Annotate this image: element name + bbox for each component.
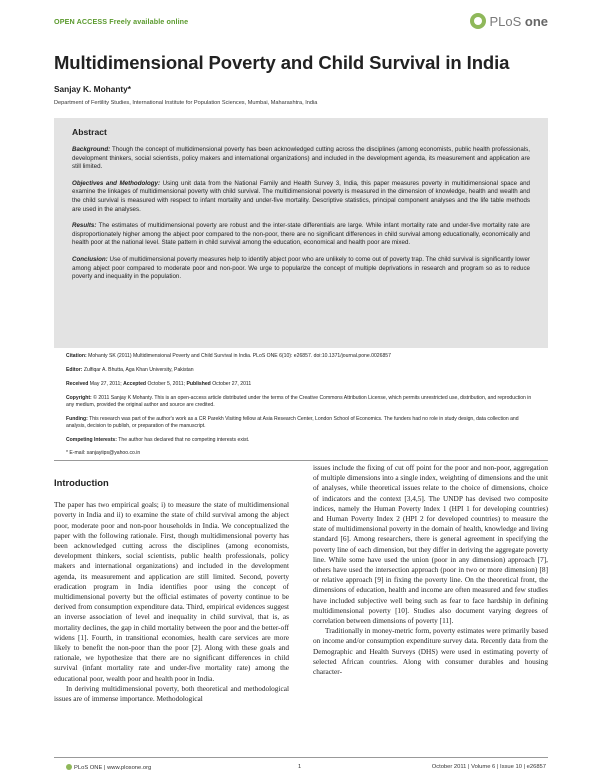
footer-journal-text: PLoS ONE | www.plosone.org [74, 765, 152, 771]
right-column [313, 463, 548, 677]
open-access-text: OPEN ACCESS Freely available online [54, 17, 189, 26]
left-column [54, 478, 289, 704]
journal-header [54, 14, 548, 36]
footer-issue: October 2011 | Volume 6 | Issue 10 | e26857 [431, 764, 546, 770]
introduction-heading: Introduction [54, 477, 109, 488]
footer-journal [66, 764, 151, 771]
abstract-results [72, 222, 530, 248]
abstract-conclusion-label: Conclusion: [72, 255, 108, 263]
accepted-label: Accepted [123, 381, 147, 387]
footer-divider [54, 757, 548, 758]
intro-paragraph-2: In deriving multidimensional poverty, both theoretical and methodological issues are of immense importance. Methodological [54, 683, 289, 704]
received-label: Received [66, 381, 89, 387]
editor-label: Editor: [66, 367, 83, 373]
right-paragraph-2: Traditionally in money-metric form, poverty estimates were primarily based on income and/or consumption expenditure survey data. Recently data from the Demographic and Health Surveys (DHS) were used in estimating poverty of selected African countries. Along with consumer durables and housing character- [313, 626, 548, 677]
plos-logo-icon [470, 13, 486, 29]
editor-line [66, 367, 536, 374]
copyright-line [66, 395, 536, 409]
abstract-objectives-label: Objectives and Methodology: [72, 179, 161, 187]
plos-footer-icon [66, 764, 72, 770]
abstract-heading: Abstract [72, 127, 107, 137]
dates-line [66, 381, 536, 388]
copyright-text: © 2011 Sanjay K Mohanty. This is an open-access article distributed under the terms of the Creative Commons Attribution License, which permits unrestricted use, distribution, and reproduction in any medium, provided the original author and source are credited. [66, 395, 532, 408]
email-line [66, 450, 536, 457]
author-affiliation: Department of Fertility Studies, International Institute for Population Sciences, Mumbai, Maharashtra, India [54, 100, 318, 106]
citation-line [66, 353, 536, 360]
plos-one-logo [470, 12, 548, 30]
logo-plos: PLoS [489, 13, 522, 29]
abstract-conclusion-text: Use of multidimensional poverty measures help to identify abject poor who are unlikely to come out of poverty trap. The child survival is significantly lower among abject poor compared to moderate poor and non-poor. We urge to popularize the concept of multiple deprivations in research and program so as to reduce poverty and inequality in the population. [72, 255, 530, 281]
page-number: 1 [298, 764, 302, 770]
copyright-label: Copyright: [66, 395, 92, 401]
abstract-background [72, 146, 530, 172]
abstract-body [72, 146, 530, 282]
intro-paragraph-1: The paper has two empirical goals; i) to measure the state of multidimensional poverty in India and ii) to examine the state of child survival among the abject poor, moderate poor and non-poor households in India. We conceptualized the paper with the following rationale. First, though multidimensional poverty has been acknowledged cutting across the disciplines (among economists, development thinkers, social scientists, public health professionals, policy makers and international organizations) and included in the development agenda, its measurement and application are still limited. Second, poverty eradication program in India identifies poor using the concept of multidimensional poverty but the official estimates of poverty continue to be derived from consumption expenditure data. Third, empirical evidences suggest an inverse association of level and inequality in child survival, that is, as mortality declines, the gap in child mortality between the poor and the better-off widens [1]. Fourth, in transitional economies, health care services are more likely to benefit the non-poor than the poor [2]. Along with these goals and rationale, we hypothesize that there are no significant differences in child survival (infant mortality rate and under-five mortality rate) among the educational poor, wealth poor and health poor in India. [54, 500, 289, 683]
abstract-conclusion [72, 256, 530, 282]
published-text: October 27, 2011 [210, 381, 252, 387]
logo-text [489, 14, 548, 29]
editor-text: Zulfiqar A. Bhutta, Aga Khan University, Pakistan [82, 367, 194, 373]
accepted-text: October 5, 2011; [146, 381, 187, 387]
citation-label: Citation: [66, 353, 87, 359]
competing-label: Competing Interests: [66, 437, 117, 443]
funding-text: This research was part of the author's work as a CR Parekh Visiting fellow at Asia Research Center, London School of Economics. The funders had no role in study design, data collection and analysis, decision to publish, or preparation of the manuscript. [66, 416, 519, 429]
paper-title: Multidimensional Poverty and Child Survival in India [54, 52, 510, 73]
open-access-banner [54, 17, 188, 26]
author-email: * E-mail: sanjayiips@yahoo.co.in [66, 450, 141, 456]
author-name: Sanjay K. Mohanty* [54, 84, 131, 94]
abstract-objectives-text: Using unit data from the National Family and Health Survey 3, India, this paper measures poverty in multidimensional space and examine the linkages of multidimensional poverty with child survival. The multidimensional poverty is measured in the dimension of knowledge, health and wealth and the child survival is measured with respect to infant mortality and under-five mortality. Descriptive statistics, principal component analyses and the life table methods are used in the analyses. [72, 179, 531, 213]
abstract-objectives [72, 180, 530, 214]
abstract-background-text: Though the concept of multidimensional poverty has been acknowledged cutting across the disciplines (among economists, public health professionals, development thinkers, social scientists, policy makers and international organizations) and included in the development agenda, its measurement and application are still limited. [72, 146, 530, 171]
citation-text: Mohanty SK (2011) Multidimensional Poverty and Child Survival in India. PLoS ONE 6(10): e26857. doi:10.1371/journal.pone.0026857 [86, 353, 391, 359]
abstract-results-label: Results: [72, 222, 97, 230]
published-label: Published [186, 381, 211, 387]
funding-line [66, 416, 536, 430]
abstract-background-label: Background: [72, 146, 111, 153]
competing-interests-line [66, 437, 536, 444]
funding-label: Funding: [66, 416, 88, 422]
competing-text: The author has declared that no competing interests exist. [116, 437, 250, 443]
received-text: May 27, 2011; [88, 381, 124, 387]
meta-divider [54, 460, 548, 461]
abstract-box [54, 118, 548, 348]
right-paragraph-1: issues include the fixing of cut off point for the poor and non-poor, aggregation of multiple dimensions into a single index, weighting of dimensions and the unit of analyses, while theoretical issues relate to the choice of dimensions, choice of indicators and the context [3,4,5]. The UNDP has devised two composite indices, namely the Human Poverty Index 1 (HPI 1 for developing countries) and Human Poverty Index 2 (HPI 2 for developed countries) to measure the state of multidimensional poverty in the domain of health, knowledge and living standard [6]. Among researchers, there is general agreement in specifying the poverty line of each dimension, but they differ in deriving the aggregate poverty line. While some have used the union (poor in any dimension) approach [7], others have used the intersection approach (poor in two or more dimension) [8] or relative approach [9] in fixing the poverty line. On the theoretical front, the dimensions of education, health and income are often measured and few studies have included subjective well being such as fear to face hardship in defining multidimensional poverty [10]. Studies also document varying degrees of correlation between dimensions of poverty [11]. [313, 463, 548, 626]
abstract-results-text: The estimates of multidimensional poverty are robust and the inter-state differentials are large. While infant mortality rate and under-five mortality rate are disproportionately higher among the abject poor compared to the non-poor, there are no significant differences in child survival among educationally, economically and health poor at the national level. State pattern in child survival among the education, economical and health poor are mixed. [72, 222, 530, 247]
logo-one: one [524, 13, 548, 29]
